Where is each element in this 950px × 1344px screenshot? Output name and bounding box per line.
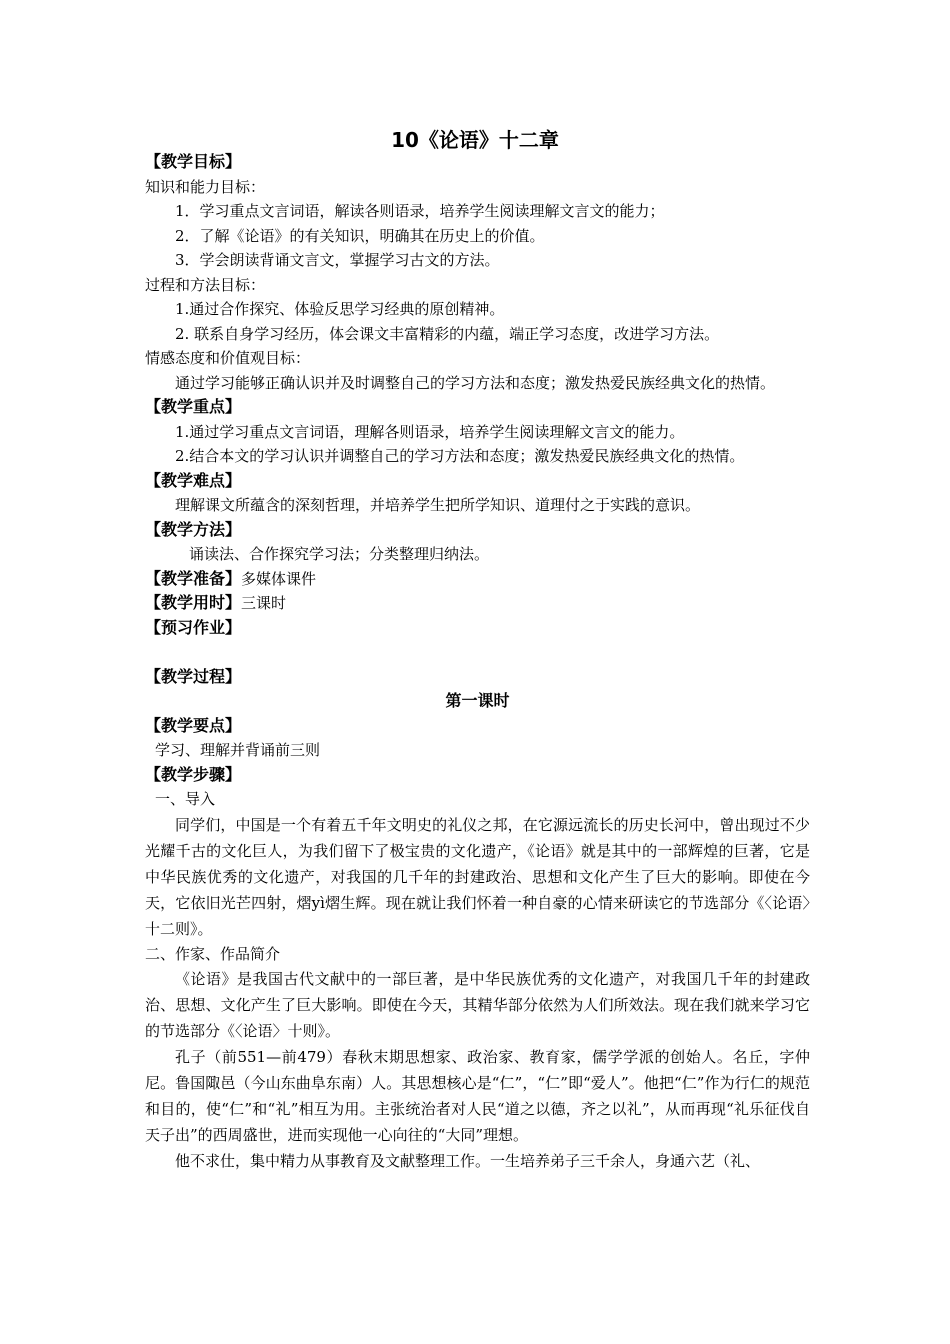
subheading-emotion: 情感态度和价值观目标： bbox=[145, 349, 311, 367]
step-2-heading: 二、作家、作品简介 bbox=[145, 944, 281, 963]
points-text: 学习、理解并背诵前三则 bbox=[155, 741, 321, 759]
step-1-paragraph: 同学们，中国是一个有着五千年文明史的礼仪之邦，在它源远流长的历史长河中，曾出现过不少光耀千古的文化巨人，为我们留下了极宝贵的文化遗产，《论语》就是其中的一部辉煌的巨著，它是中华民族优秀的文化遗产，对我国的几千年的封建政治、思想和文化产生了巨大的影响。即使在今天，它依旧光芒四射，熠yì熠生辉。现在就让我们怀着一种自豪的心情来研读它的节选部分《〈论语〉十二则》。 bbox=[145, 815, 810, 938]
step-1-heading: 一、导入 bbox=[155, 790, 216, 808]
lesson-1-title: 第一课时 bbox=[445, 691, 510, 710]
heading-objectives: 【教学目标】 bbox=[145, 152, 242, 171]
document-body bbox=[145, 150, 810, 1174]
step-2-paragraph-2: 孔子（前551—前479）春秋末期思想家、政治家、教育家，儒学学派的创始人。名丘，字仲尼。鲁国陬邑（今山东曲阜东南）人。其思想核心是“仁”，“仁”即“爱人”。他把“仁”作为行仁的规范和目的，使“仁”和“礼”相互为用。主张统治者对人民“道之以德，齐之以礼”，从而再现“礼乐征伐自天子出”的西周盛世，进而实现他一心向往的“大同”理想。 bbox=[145, 1048, 810, 1144]
knowledge-item-1: 1．学习重点文言词语，解读各则语录，培养学生阅读理解文言文的能力； bbox=[175, 202, 665, 220]
knowledge-item-2: 2．了解《论语》的有关知识，明确其在历史上的价值。 bbox=[175, 226, 545, 245]
heading-preview: 【预习作业】 bbox=[145, 617, 242, 637]
subheading-knowledge: 知识和能力目标： bbox=[145, 177, 266, 196]
heading-difficulty: 【教学难点】 bbox=[145, 470, 242, 490]
time-text: 三课时 bbox=[241, 594, 287, 612]
heading-key-points: 【教学重点】 bbox=[145, 397, 242, 416]
knowledge-item-3: 3．学会朗读背诵文言文，掌握学习古文的方法。 bbox=[175, 251, 500, 269]
heading-method: 【教学方法】 bbox=[145, 519, 242, 539]
process-item-2: 2. 联系自身学习经历，体会课文丰富精彩的内蕴，端正学习态度，改进学习方法。 bbox=[175, 324, 720, 343]
blank-line bbox=[145, 640, 810, 665]
difficulty-text: 理解课文所蕴含的深刻哲理，并培养学生把所学知识、道理付之于实践的意识。 bbox=[175, 496, 701, 514]
step-2-paragraph-3: 他不求仕，集中精力从事教育及文献整理工作。一生培养弟子三千余人，身通六艺（礼、 bbox=[175, 1152, 761, 1170]
heading-preparation bbox=[145, 567, 810, 592]
process-item-1: 1.通过合作探究、体验反思学习经典的原创精神。 bbox=[175, 300, 505, 318]
heading-time bbox=[145, 591, 810, 616]
preparation-label: 【教学准备】 bbox=[145, 568, 242, 588]
heading-teaching-process: 【教学过程】 bbox=[145, 666, 242, 686]
step-2-paragraph-1: 《论语》是我国古代文献中的一部巨著，是中华民族优秀的文化遗产，对我国几千年的封建政治、思想、文化产生了巨大影响。即使在今天，其精华部分依然为人们所效法。现在我们就来学习它的节选部分《〈论语〉十则》。 bbox=[145, 970, 810, 1040]
heading-teaching-points: 【教学要点】 bbox=[145, 715, 242, 735]
subheading-process: 过程和方法目标： bbox=[145, 275, 266, 294]
preparation-text: 多媒体课件 bbox=[241, 569, 317, 588]
key-item-2: 2.结合本文的学习认识并调整自己的学习方法和态度；激发热爱民族经典文化的热情。 bbox=[175, 447, 745, 465]
method-text: 诵读法、合作探究学习法；分类整理归纳法。 bbox=[189, 545, 490, 563]
time-label: 【教学用时】 bbox=[145, 593, 242, 612]
document-title: 10《论语》十二章 bbox=[391, 128, 559, 152]
key-item-1: 1.通过学习重点文言词语，理解各则语录，培养学生阅读理解文言文的能力。 bbox=[175, 422, 685, 441]
heading-teaching-steps: 【教学步骤】 bbox=[145, 764, 242, 784]
emotion-paragraph: 通过学习能够正确认识并及时调整自己的学习方法和态度；激发热爱民族经典文化的热情。 bbox=[175, 373, 776, 392]
